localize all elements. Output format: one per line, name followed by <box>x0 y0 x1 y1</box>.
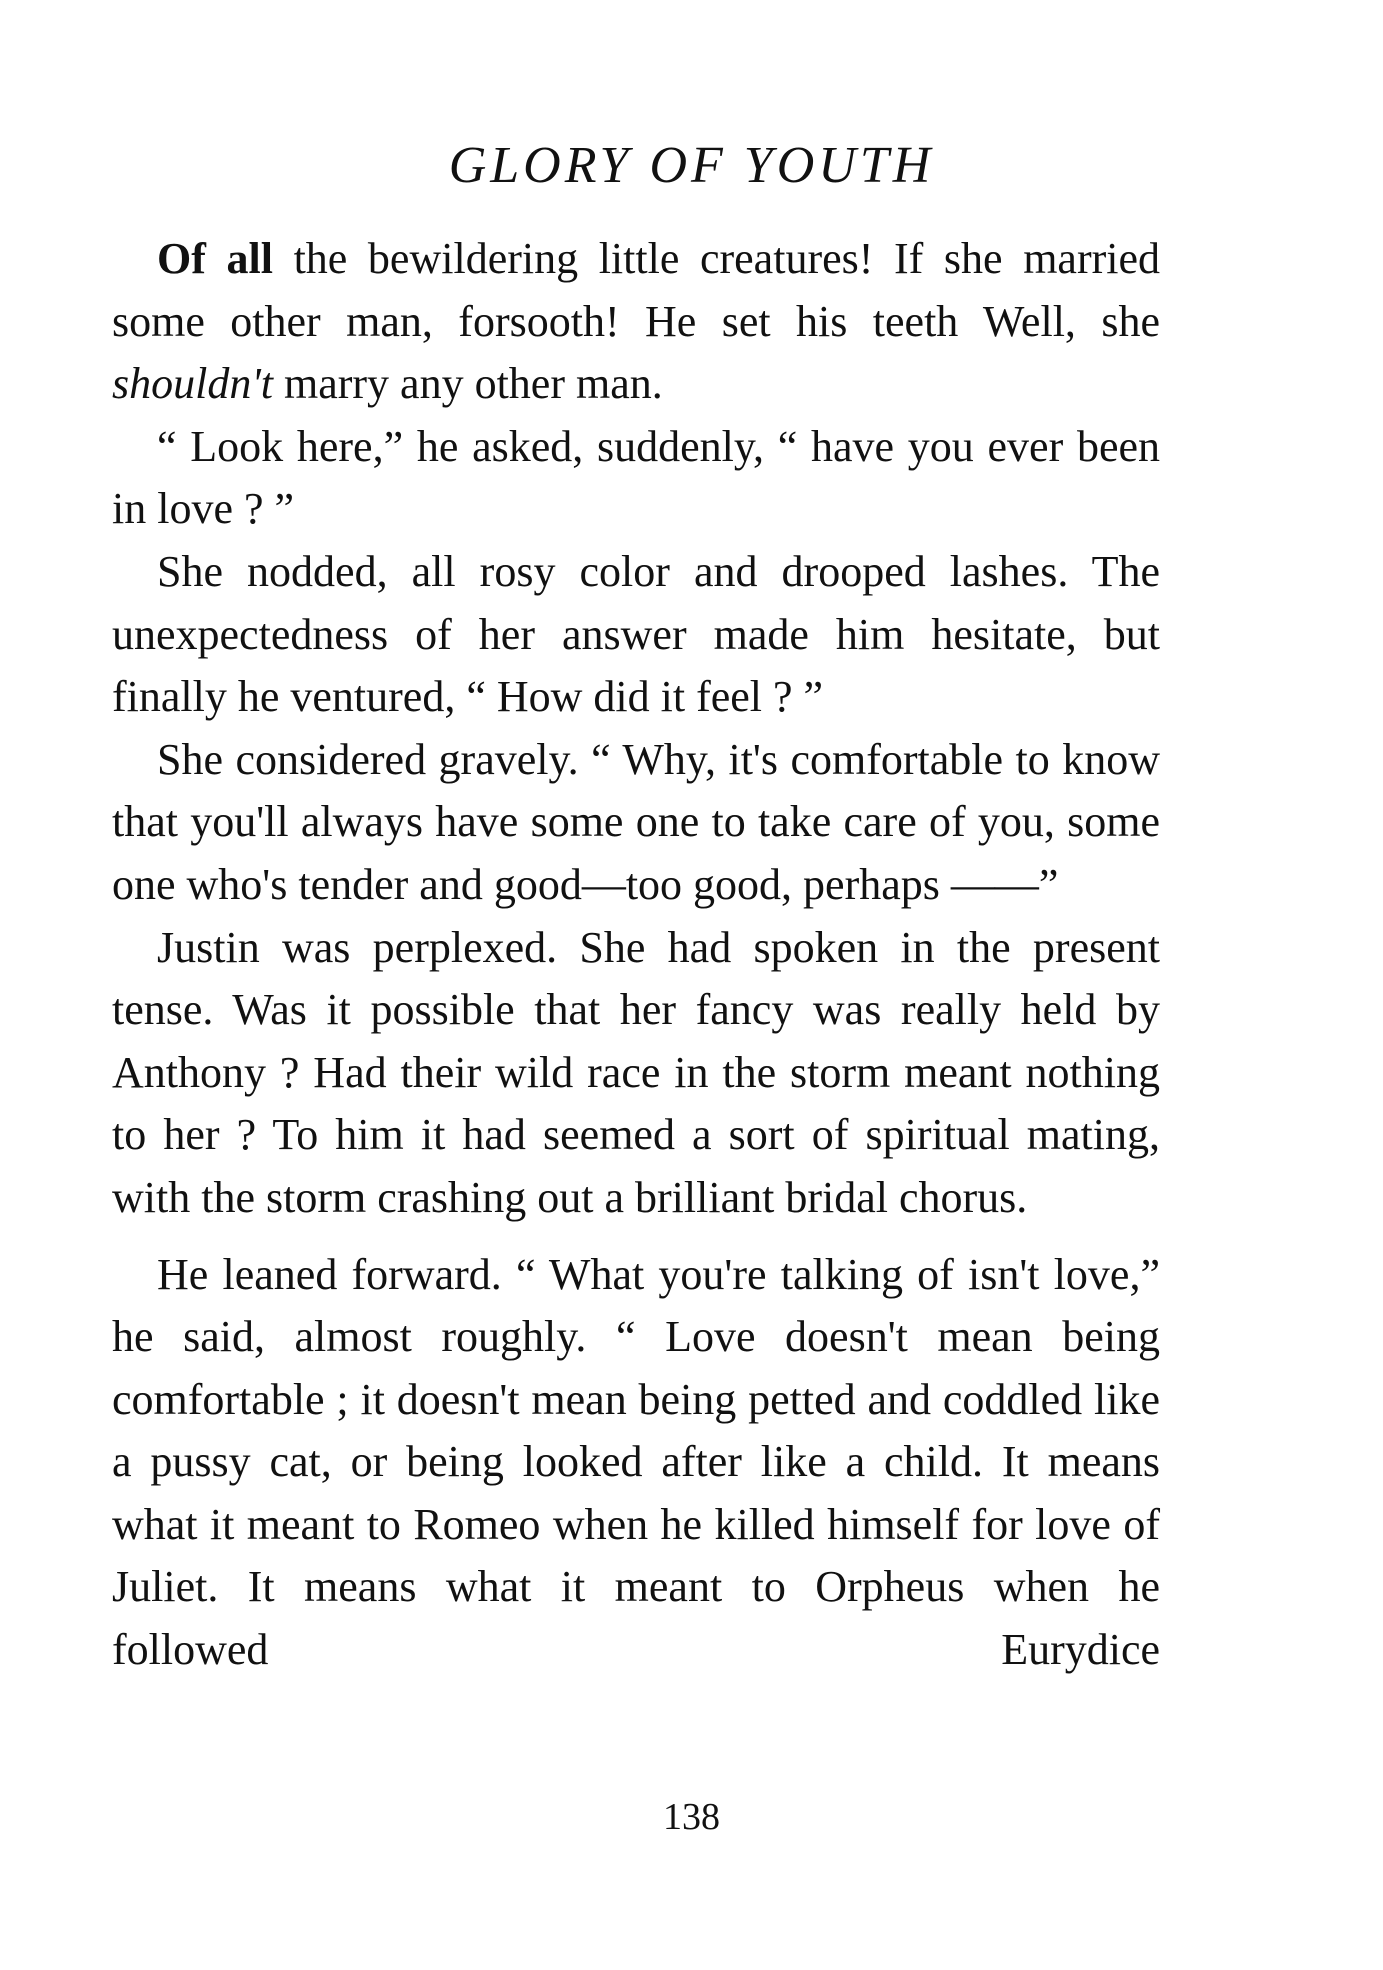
paragraph-1-text-a: the bewildering little creatures! If she married some other man, forsooth! He set his teeth Well, she <box>112 234 1161 346</box>
paragraph-1-emphasis: shouldn't <box>112 359 273 409</box>
paragraph-3: She nodded, all rosy color and drooped lashes. The unexpectedness of her answer made him hesitate, but finally he ventured, “ How did it feel ? ” <box>112 546 1160 722</box>
paragraph-2: “ Look here,” he asked, suddenly, “ have you ever been in love ? ” <box>112 421 1160 534</box>
paragraph-1-text-b: marry any other man. <box>272 359 663 409</box>
paragraph-1-lead: Of all <box>157 234 273 283</box>
body-text <box>112 228 1160 1682</box>
paragraph-6: He leaned forward. “ What you're talking of isn't love,” he said, almost roughly. “ Love doesn't mean being comfortable ; it doesn't mean being petted and coddled like a pussy cat, or being looked after like a child. It means what it meant to Romeo when he killed himself for love of Juliet. It means what it meant to Orpheus when he followed Eurydice <box>112 1249 1160 1675</box>
page-number: 138 <box>663 1796 720 1838</box>
running-head: GLORY OF YOUTH <box>448 137 935 194</box>
paragraph-1 <box>112 228 1160 416</box>
paragraph-4: She considered gravely. “ Why, it's comfortable to know that you'll always have some one to take care of you, some one who's tender and good—too good, perhaps ——” <box>112 734 1160 909</box>
paragraph-5: Justin was perplexed. She had spoken in the present tense. Was it possible that her fancy was really held by Anthony ? Had their wild race in the storm meant nothing to her ? To him it had seemed a sort of spiritual mating, with the storm crashing out a brilliant bridal chorus. <box>112 922 1160 1222</box>
